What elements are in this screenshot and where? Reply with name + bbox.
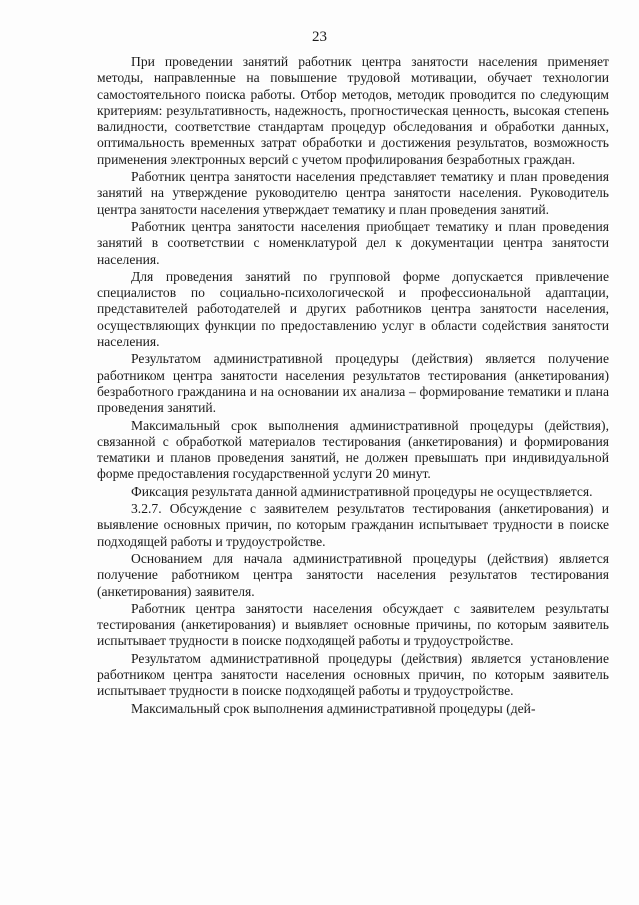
document-body <box>97 54 609 718</box>
paragraph: При проведении занятий работник центра занятости населения применяет методы, направленные на повышение трудовой мотивации, обучает технологии самостоятельного поиска работы. Отбор методов, методик проводится по следующим критериям: результативность, надежность, прогностическая ценность, высокая степень валидности, соответствие стандартам процедур обследования и обработки данных, оптимальность временных затрат обработки и достижения результатов, возможность применения электронных версий с учетом профилирования безработных граждан. <box>97 54 609 167</box>
paragraph: Работник центра занятости населения приобщает тематику и план проведения занятий в соответствии с номенклатурой дел к документации центра занятости населения. <box>97 218 609 267</box>
section-heading-3-2-7: 3.2.7. Обсуждение с заявителем результатов тестирования (анкетирования) и выявление основных причин, по которым гражданин испытывает трудности в поиске подходящей работы и трудоустройстве. <box>97 501 609 549</box>
paragraph: Для проведения занятий по групповой форме допускается привлечение специалистов по социально-психологической и профессиональной адаптации, представителей работодателей и других работников центра занятости населения, осуществляющих функции по предоставлению услуг в области содействия занятости населения. <box>97 268 609 350</box>
paragraph: Результатом административной процедуры (действия) является установление работником центра занятости населения основных причин, по которым заявитель испытывает трудности в поиске подходящей работы и трудоустройстве. <box>97 650 609 699</box>
paragraph: Результатом административной процедуры (действия) является получение работником центра занятости населения результатов тестирования (анкетирования) безработного гражданина и на основании их анализа – формирование тематики и плана проведения занятий. <box>97 351 609 416</box>
paragraph: Работник центра занятости населения обсуждает с заявителем результаты тестирования (анкетирования) и выявляет основные причины, по которым заявитель испытывает трудности в поиске подходящей работы и трудоустройстве. <box>97 600 609 649</box>
page-number: 23 <box>312 29 327 45</box>
paragraph: Основанием для начала административной процедуры (действия) является получение работником центра занятости населения результатов тестирования (анкетирования) заявителя. <box>97 550 609 599</box>
paragraph: Максимальный срок выполнения административной процедуры (действия), связанной с обработкой материалов тестирования (анкетирования) и формирования тематики и планов проведения занятий, не должен превышать при индивидуальной форме предоставления государственной услуги 20 минут. <box>97 417 609 482</box>
paragraph: Фиксация результата данной административной процедуры не осуществляется. <box>131 483 593 499</box>
paragraph: Максимальный срок выполнения административной процедуры (дей- <box>131 700 536 716</box>
paragraph: Работник центра занятости населения представляет тематику и план проведения занятий на утверждение руководителю центра занятости населения. Руководитель центра занятости населения утверждает тематику и план проведения занятий. <box>97 169 609 217</box>
